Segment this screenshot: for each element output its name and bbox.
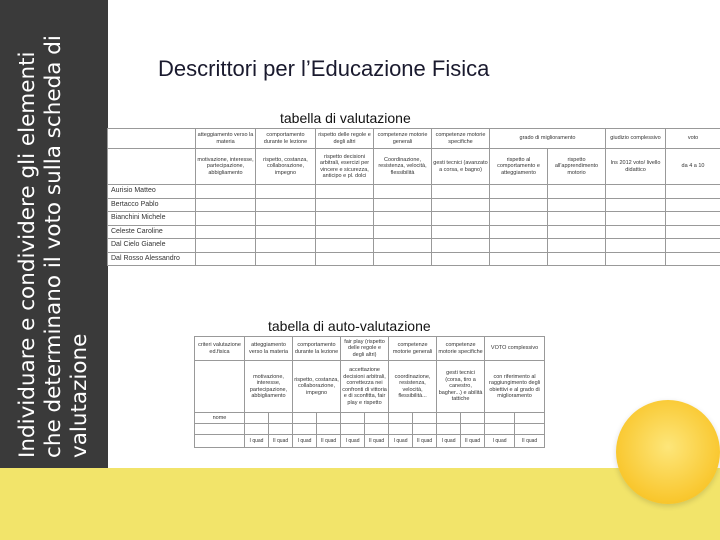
student-name: Bertacco Pablo	[108, 198, 196, 212]
quad-cell: II quad	[515, 435, 545, 448]
header-cell: VOTO complessivo	[485, 337, 545, 361]
table-row	[108, 212, 720, 226]
sidebar-line-2: che determinano il voto sulla scheda di	[41, 35, 66, 458]
sidebar-line-3: valutazione	[67, 333, 92, 458]
table-row	[108, 252, 720, 266]
header-cell: competenze motorie specifiche	[437, 337, 485, 361]
auto-name-row	[195, 413, 545, 424]
table-row	[108, 185, 720, 199]
subheader-cell: motivazione, interesse, partecipazione, abbigliamento	[196, 149, 256, 185]
quad-cell: I quad	[437, 435, 461, 448]
quad-cell: I quad	[389, 435, 413, 448]
student-name: Celeste Caroline	[108, 225, 196, 239]
header-cell: atteggiamento verso la materia	[245, 337, 293, 361]
subheader-cell: accettazione decisioni arbitrali, correttezza nei confronti di vittoria e di sconfitta, fair play e rispetto	[341, 361, 389, 413]
quad-cell: I quad	[341, 435, 365, 448]
subheader-cell	[195, 361, 245, 413]
sidebar-line-1: Individuare e condividere gli elementi	[15, 51, 40, 458]
quad-cell: I quad	[245, 435, 269, 448]
subheader-cell: rispetto decisioni arbitrali, esercizi per vincere e sicurezza, anticipo e pl. dolci	[316, 149, 374, 185]
subheader-cell: Coordinazione, resistenza, velocità, flessibilità	[374, 149, 432, 185]
header-cell: giudizio complessivo	[606, 129, 666, 149]
slide-title: Descrittori per l’Educazione Fisica	[158, 56, 490, 81]
eval-header-row	[108, 129, 720, 149]
name-label: nome	[195, 413, 245, 424]
subheader-cell: rispetto, costanza, collaborazione, impegno	[256, 149, 316, 185]
quad-cell: II quad	[317, 435, 341, 448]
subheader-cell: Ins 2012 voto/ livello didattico	[606, 149, 666, 185]
header-cell: grado di miglioramento	[490, 129, 606, 149]
table-row	[195, 424, 545, 435]
header-cell: criteri valutazione ed.fisica	[195, 337, 245, 361]
subheader-cell: rispetto, costanza, collaborazione, impegno	[293, 361, 341, 413]
header-cell: competenze motorie specifiche	[432, 129, 490, 149]
header-cell: competenze motorie generali	[374, 129, 432, 149]
header-cell: comportamento durante le lezione	[256, 129, 316, 149]
quad-label-cell	[195, 435, 245, 448]
self-evaluation-table	[194, 336, 545, 448]
header-cell: fair play (rispetto delle regole e degli altri)	[341, 337, 389, 361]
corner-cell	[108, 149, 196, 185]
decorative-circle	[616, 400, 720, 504]
header-cell: atteggiamento verso la materia	[196, 129, 256, 149]
quad-cell: I quad	[485, 435, 515, 448]
student-name: Aurisio Matteo	[108, 185, 196, 199]
subheader-cell: da 4 a 10	[666, 149, 720, 185]
quad-cell: II quad	[269, 435, 293, 448]
subheader-cell: coordinazione, resistenza, velocità, flessibilità...	[389, 361, 437, 413]
quad-cell: II quad	[365, 435, 389, 448]
sidebar	[0, 0, 108, 468]
quad-cell: II quad	[461, 435, 485, 448]
quad-cell: II quad	[413, 435, 437, 448]
table-row	[108, 239, 720, 253]
quad-row	[195, 435, 545, 448]
caption-auto-table: tabella di auto-valutazione	[268, 318, 431, 334]
sidebar-vertical-title	[0, 0, 108, 468]
header-cell: voto	[666, 129, 720, 149]
header-cell: competenze motorie generali	[389, 337, 437, 361]
bottom-bar	[0, 468, 720, 540]
evaluation-table	[107, 128, 720, 266]
header-cell: rispetto delle regole e degli altri	[316, 129, 374, 149]
subheader-cell: con riferimento al raggiungimento degli obiettivi e al grado di miglioramento	[485, 361, 545, 413]
caption-eval-table: tabella di valutazione	[280, 110, 411, 126]
student-name: Dal Cielo Gianele	[108, 239, 196, 253]
corner-cell	[108, 129, 196, 149]
auto-subheader-row	[195, 361, 545, 413]
subheader-cell: gesti tecnici (avanzato a corsa, e bagno)	[432, 149, 490, 185]
subheader-cell: rispetto al comportamento e atteggiamento	[490, 149, 548, 185]
student-name: Bianchini Michele	[108, 212, 196, 226]
subheader-cell: rispetto all'apprendimento motorio	[548, 149, 606, 185]
table-row	[108, 225, 720, 239]
subheader-cell: gesti tecnici (corsa, tiro a canestro, bagher...) e abilità tattiche	[437, 361, 485, 413]
eval-subheader-row	[108, 149, 720, 185]
header-cell: comportamento durante la lezione	[293, 337, 341, 361]
subheader-cell: motivazione, interesse, partecipazione, abbigliamento	[245, 361, 293, 413]
student-name: Dal Rosso Alessandro	[108, 252, 196, 266]
auto-header-row	[195, 337, 545, 361]
quad-cell: I quad	[293, 435, 317, 448]
table-row	[108, 198, 720, 212]
